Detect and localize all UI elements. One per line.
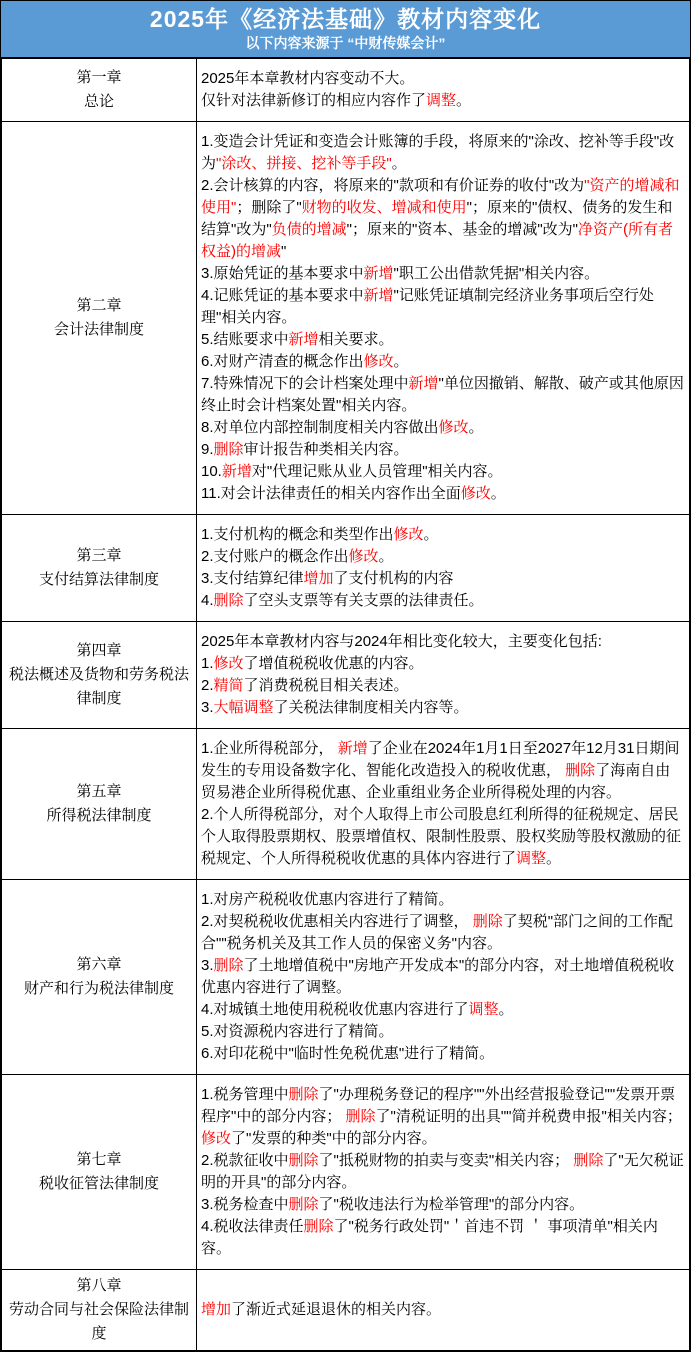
highlighted-text: 负债的增减 xyxy=(271,221,347,238)
plain-text: 了渐近式延退退休的相关内容。 xyxy=(231,1301,442,1318)
highlighted-text: 精简 xyxy=(213,677,244,694)
plain-text: 了"办理税务登记的程序""外出经营报验登记""发票开票程序"中的部分内容； xyxy=(201,1086,676,1125)
change-item xyxy=(201,417,685,439)
chapter-cell xyxy=(2,622,197,729)
highlighted-text: 修改 xyxy=(363,353,394,370)
plain-text: 相关要求。 xyxy=(318,331,394,348)
change-item xyxy=(201,524,685,546)
plain-text: 了契税"部门之间的工作配合""税务机关及其工作人员的保密义务"内容。 xyxy=(201,913,674,952)
plain-text: 10. xyxy=(201,463,222,480)
plain-text: 5.结账要求中 xyxy=(201,331,289,348)
highlighted-text: 删除 xyxy=(288,1152,319,1169)
plain-text: 。 xyxy=(378,548,394,565)
content-cell xyxy=(197,1075,690,1270)
change-item xyxy=(201,1021,685,1043)
change-item xyxy=(201,175,685,263)
plain-text: 11.对会计法律责任的相关内容作出全面 xyxy=(201,485,461,502)
table-row xyxy=(2,1075,690,1270)
highlighted-text: 大幅调整 xyxy=(213,699,274,716)
change-item xyxy=(201,483,685,505)
plain-text: 了"清税证明的出具""简并税费申报"相关内容； xyxy=(375,1108,682,1125)
highlighted-text: 新增 xyxy=(221,463,252,480)
plain-text: 了企业在2024年1月1日至2027年12月31日期间发生的专用设备数字化、智能化改造投入的税收优惠， xyxy=(201,740,680,779)
content-cell xyxy=(197,622,690,729)
highlighted-text: "涂改、拼接、挖补等手段" xyxy=(216,155,392,172)
table-row xyxy=(2,880,690,1075)
change-item xyxy=(201,546,685,568)
change-item xyxy=(201,439,685,461)
plain-text: 。 xyxy=(423,526,439,543)
plain-text: 了"税务行政处罚"＇首违不罚 ＇ 事项清单"相关内容。 xyxy=(201,1218,658,1257)
chapter-title-line: 第六章 xyxy=(76,956,122,973)
plain-text: 2.个人所得税部分，对个人取得上市公司股息红利所得的征税规定、居民个人取得股票期权、股票增值权、限制性股票、股权奖励等股权激励的征税规定、个人所得税税收优惠的具体内容进行了 xyxy=(201,806,682,867)
change-item xyxy=(201,373,685,417)
plain-text: 3. xyxy=(201,957,214,974)
highlighted-text: 删除 xyxy=(565,762,596,779)
change-item xyxy=(201,1084,685,1150)
change-item xyxy=(201,738,685,804)
plain-text: 审计报告种类相关内容。 xyxy=(243,441,409,458)
plain-text: 1.支付机构的概念和类型作出 xyxy=(201,526,394,543)
page-subtitle: 以下内容来源于 “中财传媒会计” xyxy=(245,35,446,51)
plain-text: 3. xyxy=(201,699,214,716)
chapter-title-line: 第三章 xyxy=(76,547,122,564)
plain-text: 1.企业所得税部分， xyxy=(201,740,338,757)
highlighted-text: 新增 xyxy=(363,265,394,282)
table-row xyxy=(2,122,690,515)
highlighted-text: 删除 xyxy=(213,441,244,458)
plain-text: 4.税收法律责任 xyxy=(201,1218,304,1235)
chapter-cell xyxy=(2,515,197,622)
highlighted-text: 新增 xyxy=(408,375,439,392)
content-cell xyxy=(197,880,690,1075)
change-item xyxy=(201,675,685,697)
content-cell xyxy=(197,515,690,622)
change-item xyxy=(201,1150,685,1194)
plain-text: 4. xyxy=(201,592,214,609)
plain-text: " xyxy=(281,243,287,260)
plain-text: 2025年本章教材内容变动不大。 xyxy=(201,70,415,87)
highlighted-text: 删除 xyxy=(213,957,244,974)
table-row xyxy=(2,729,690,880)
highlighted-text: 调整 xyxy=(468,1001,499,1018)
chapter-title-line: 会计法律制度 xyxy=(53,321,144,338)
plain-text: 4.对城镇土地使用税税收优惠内容进行了 xyxy=(201,1001,469,1018)
highlighted-text: 调整 xyxy=(426,92,457,109)
plain-text: 了土地增值税中"房地产开发成本"的部分内容，对土地增值税税收优惠内容进行了调整。 xyxy=(201,957,675,996)
plain-text: 5.对资源税内容进行了精简。 xyxy=(201,1023,394,1040)
plain-text: "；原来的"资本、基金的增减"改为" xyxy=(346,221,578,238)
highlighted-text: 新增 xyxy=(363,287,394,304)
highlighted-text: 修改 xyxy=(393,526,424,543)
change-item xyxy=(201,131,685,175)
highlighted-text: 修改 xyxy=(348,548,379,565)
table-row xyxy=(2,1270,690,1351)
page-header xyxy=(1,1,690,58)
plain-text: 9. xyxy=(201,441,214,458)
plain-text: "记账凭证填制完经济业务事项后空行处理"相关内容。 xyxy=(201,287,654,326)
chapter-cell xyxy=(2,729,197,880)
plain-text: 。 xyxy=(393,353,409,370)
plain-text: 3.原始凭证的基本要求中 xyxy=(201,265,364,282)
plain-text: "单位因撤销、解散、破产或其他原因终止时会计档案处置"相关内容。 xyxy=(201,375,684,414)
content-cell xyxy=(197,1270,690,1351)
highlighted-text: 删除 xyxy=(573,1152,604,1169)
plain-text: 了空头支票等有关支票的法律责任。 xyxy=(243,592,484,609)
highlighted-text: 财物的收发、增减和使用 xyxy=(301,199,467,216)
highlighted-text: 删除 xyxy=(288,1196,319,1213)
change-item xyxy=(201,955,685,999)
plain-text: 仅针对法律新修订的相应内容作了 xyxy=(201,92,427,109)
chapter-cell xyxy=(2,1075,197,1270)
change-item xyxy=(201,1043,685,1065)
plain-text: "；原来的"债权、债务的发生和结算"改为" xyxy=(201,199,673,238)
content-cell xyxy=(197,729,690,880)
chapter-title-line: 财产和行为税法律制度 xyxy=(23,980,174,997)
highlighted-text: "资产的增减和使用" xyxy=(201,177,680,216)
chapter-title-line: 第一章 xyxy=(76,69,122,86)
plain-text: 2.对契税税收优惠相关内容进行了调整， xyxy=(201,913,473,930)
change-item xyxy=(201,68,685,90)
chapter-title-line: 第五章 xyxy=(76,783,122,800)
plain-text: 6.对印花税中"临时性免税优惠"进行了精简。 xyxy=(201,1045,495,1062)
plain-text: 2.支付账户的概念作出 xyxy=(201,548,349,565)
plain-text: 1.变造会计凭证和变造会计账簿的手段，将原来的"涂改、挖补等手段"改为 xyxy=(201,133,675,172)
change-item xyxy=(201,285,685,329)
plain-text: 。 xyxy=(490,485,506,502)
highlighted-text: 净资产(所有者权益)的增减 xyxy=(201,221,673,260)
chapter-title-line: 支付结算法律制度 xyxy=(38,571,159,588)
plain-text: 1.对房产税税收优惠内容进行了精简。 xyxy=(201,891,454,908)
highlighted-text: 删除 xyxy=(303,1218,334,1235)
highlighted-text: 修改 xyxy=(213,655,244,672)
plain-text: 了消费税税目相关表述。 xyxy=(243,677,409,694)
highlighted-text: 增加 xyxy=(303,570,334,587)
plain-text: 了海南自由贸易港企业所得税优惠、企业重组业务企业所得税处理的内容。 xyxy=(201,762,671,801)
plain-text: 2025年本章教材内容与2024年相比变化较大，主要变化包括: xyxy=(201,633,602,650)
chapter-cell xyxy=(2,1270,197,1351)
highlighted-text: 删除 xyxy=(213,592,244,609)
chapter-title-line: 第四章 xyxy=(76,642,122,659)
plain-text: 3.支付结算纪律 xyxy=(201,570,304,587)
change-item xyxy=(201,351,685,373)
highlighted-text: 修改 xyxy=(438,419,469,436)
change-item xyxy=(201,461,685,483)
plain-text: 4.记账凭证的基本要求中 xyxy=(201,287,364,304)
plain-text: 6.对财产清查的概念作出 xyxy=(201,353,364,370)
change-item xyxy=(201,90,685,112)
change-item xyxy=(201,911,685,955)
change-item xyxy=(201,329,685,351)
plain-text: 了关税法律制度相关内容等。 xyxy=(273,699,469,716)
highlighted-text: 删除 xyxy=(345,1108,376,1125)
highlighted-text: 修改 xyxy=(201,1130,232,1147)
plain-text: 2. xyxy=(201,677,214,694)
plain-text: "职工公出借款凭据"相关内容。 xyxy=(393,265,600,282)
plain-text: 8.对单位内部控制制度相关内容做出 xyxy=(201,419,439,436)
plain-text: 。 xyxy=(391,155,407,172)
change-item xyxy=(201,804,685,870)
plain-text: 了"税收违法行为检举管理"的部分内容。 xyxy=(318,1196,585,1213)
chapter-title-line: 第七章 xyxy=(76,1151,122,1168)
table-row xyxy=(2,622,690,729)
chapter-title-line: 所得税法律制度 xyxy=(46,807,152,824)
highlighted-text: 增加 xyxy=(201,1301,232,1318)
chapter-cell xyxy=(2,59,197,122)
highlighted-text: 调整 xyxy=(516,850,547,867)
table-row xyxy=(2,515,690,622)
table-row xyxy=(2,59,690,122)
change-item xyxy=(201,568,685,590)
highlighted-text: 新增 xyxy=(288,331,319,348)
page-title: 2025年《经济法基础》教材内容变化 xyxy=(149,6,542,32)
plain-text: 。 xyxy=(546,850,562,867)
chapter-title-line: 劳动合同与社会保险法律制度 xyxy=(8,1301,189,1342)
plain-text: 3.税务检查中 xyxy=(201,1196,289,1213)
plain-text: 2.税款征收中 xyxy=(201,1152,289,1169)
plain-text: 了增值税税收优惠的内容。 xyxy=(243,655,424,672)
plain-text: 。 xyxy=(456,92,472,109)
plain-text: 了"抵税财物的拍卖与变卖"相关内容； xyxy=(318,1152,574,1169)
change-item xyxy=(201,653,685,675)
table-body xyxy=(2,59,690,1351)
change-item xyxy=(201,631,685,653)
chapter-title-line: 第二章 xyxy=(76,297,122,314)
plain-text: 1.税务管理中 xyxy=(201,1086,289,1103)
change-item xyxy=(201,1194,685,1216)
content-cell xyxy=(197,122,690,515)
chapter-title-line: 总论 xyxy=(83,93,114,110)
plain-text: 。 xyxy=(468,419,484,436)
changes-table xyxy=(1,58,690,1351)
highlighted-text: 删除 xyxy=(472,913,503,930)
plain-text: 对"代理记账从业人员管理"相关内容。 xyxy=(251,463,503,480)
plain-text: ；删除了" xyxy=(236,199,302,216)
chapter-title-line: 税收征管法律制度 xyxy=(38,1175,159,1192)
chapter-cell xyxy=(2,880,197,1075)
change-item xyxy=(201,1216,685,1260)
chapter-cell xyxy=(2,122,197,515)
chapter-title-line: 第八章 xyxy=(76,1277,122,1294)
plain-text: 。 xyxy=(498,1001,514,1018)
change-item xyxy=(201,697,685,719)
change-item xyxy=(201,1299,685,1321)
content-cell xyxy=(197,59,690,122)
highlighted-text: 新增 xyxy=(337,740,368,757)
plain-text: 了"无欠税证明的开具"的部分内容。 xyxy=(201,1152,684,1191)
plain-text: 了支付机构的内容 xyxy=(333,570,454,587)
change-item xyxy=(201,263,685,285)
highlighted-text: 删除 xyxy=(288,1086,319,1103)
change-item xyxy=(201,999,685,1021)
plain-text: 7.特殊情况下的会计档案处理中 xyxy=(201,375,409,392)
plain-text: 了"发票的种类"中的部分内容。 xyxy=(231,1130,437,1147)
change-item xyxy=(201,590,685,612)
plain-text: 2.会计核算的内容，将原来的"款项和有价证券的收付"改为 xyxy=(201,177,585,194)
plain-text: 1. xyxy=(201,655,214,672)
chapter-title-line: 税法概述及货物和劳务税法律制度 xyxy=(8,666,189,707)
change-item xyxy=(201,889,685,911)
highlighted-text: 修改 xyxy=(460,485,491,502)
